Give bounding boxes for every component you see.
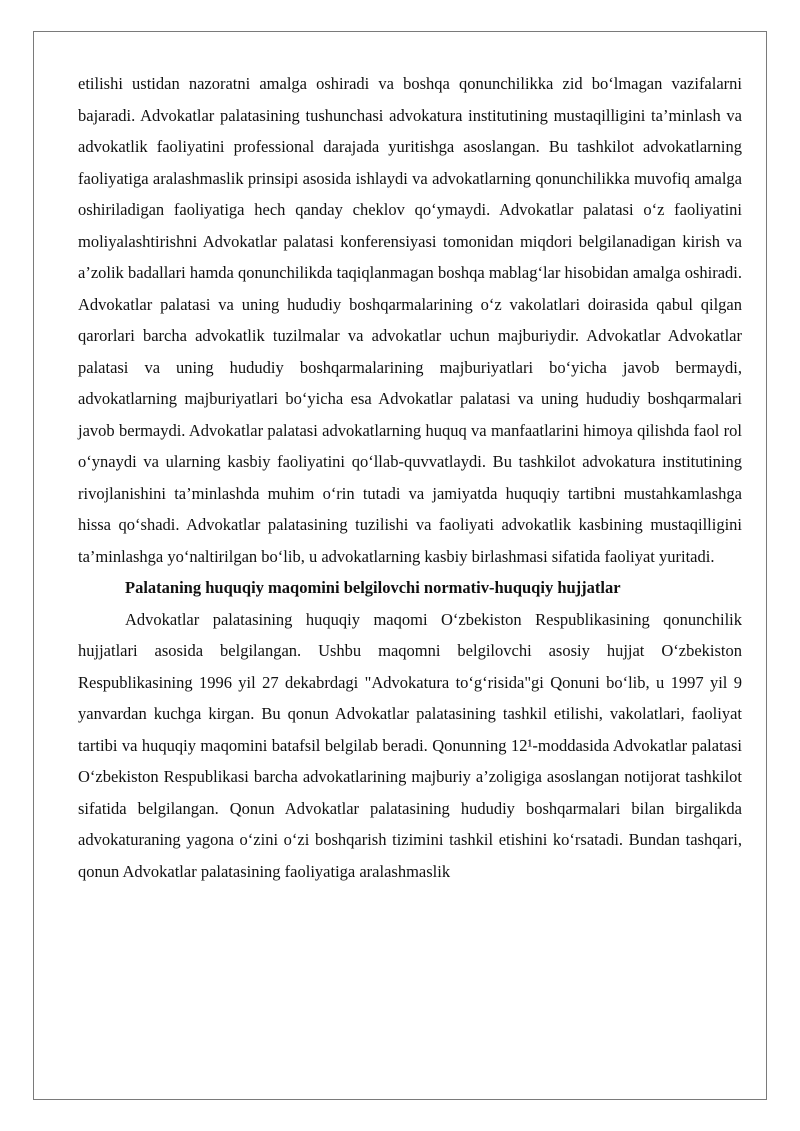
paragraph: Advokatlar palatasining huquqiy maqomi O‘zbekiston Respublikasining qonunchilik hujjatlari asosida belgilangan. Ushbu maqomni belgilovchi asosiy hujjat O‘zbekiston Respublikasining 1996 yil 27 dekabrdagi "Advokatura to‘g‘risida"gi Qonuni bo‘lib, u 1997 yil 9 yanvardan kuchga kirgan. Bu qonun Advokatlar palatasining tashkil etilishi, vakolatlari, faoliyat tartibi va huquqiy maqomini batafsil belgilab beradi. Qonunning 12¹-moddasida Advokatlar palatasi O‘zbekiston Respublikasi barcha advokatlarining majburiy a’zoligiga asoslangan notijorat tashkilot sifatida belgilangan. Qonun Advokatlar palatasining hududiy boshqarmalari bilan birgalikda advokaturaning yagona o‘zini o‘zi boshqarish tizimini tashkil etishini ko‘rsatadi. Bundan tashqari, qonun Advokatlar palatasining faoliyatiga aralashmaslik	[78, 609, 742, 881]
section-heading: Palataning huquqiy maqomini belgilovchi normativ-huquqiy hujjatlar	[125, 578, 621, 597]
paragraph: etilishi ustidan nazoratni amalga oshiradi va boshqa qonunchilikka zid bo‘lmagan vazifalarni bajaradi. Advokatlar palatasining tushunchasi advokatura institutining mustaqilligini ta’minlash va advokatlik faoliyatini professional darajada yuritishga asoslangan. Bu tashkilot advokatlarning faoliyatiga aralashmaslik prinsipi asosida ishlaydi va advokatlarning qonunchilikka muvofiq amalga oshiriladigan faoliyatiga hech qanday cheklov qo‘ymaydi. Advokatlar palatasi o‘z faoliyatini moliyalashtirishni Advokatlar palatasi konferensiyasi tomonidan miqdori belgilanadigan kirish va a’zolik badallari hamda qonunchilikda taqiqlanmagan boshqa mablag‘lar hisobidan amalga oshiradi. Advokatlar palatasi va uning hududiy boshqarmalarining o‘z vakolatlari doirasida qabul qilgan qarorlari barcha advokatlik tuzilmalar va advokatlar uchun majburiydir. Advokatlar Advokatlar palatasi va uning hududiy boshqarmalarining majburiyatlari bo‘yicha javob bermaydi, advokatlarning majburiyatlari bo‘yicha esa Advokatlar palatasi va uning hududiy boshqarmalari javob bermaydi. Advokatlar palatasi advokatlarning huquq va manfaatlarini himoya qilishda faol rol o‘ynaydi va ularning kasbiy faoliyatini qo‘llab-quvvatlaydi. Bu tashkilot advokatura institutining rivojlanishini ta’minlashda muhim o‘rin tutadi va jamiyatda huquqiy tartibni mustahkamlashga hissa qo‘shadi. Advokatlar palatasining tuzilishi va faoliyati advokatlik kasbining mustaqilligini ta’minlashga yo‘naltirilgan bo‘lib, u advokatlarning kasbiy birlashmasi sifatida faoliyat yuritadi.	[78, 74, 742, 566]
document-body	[78, 68, 742, 887]
